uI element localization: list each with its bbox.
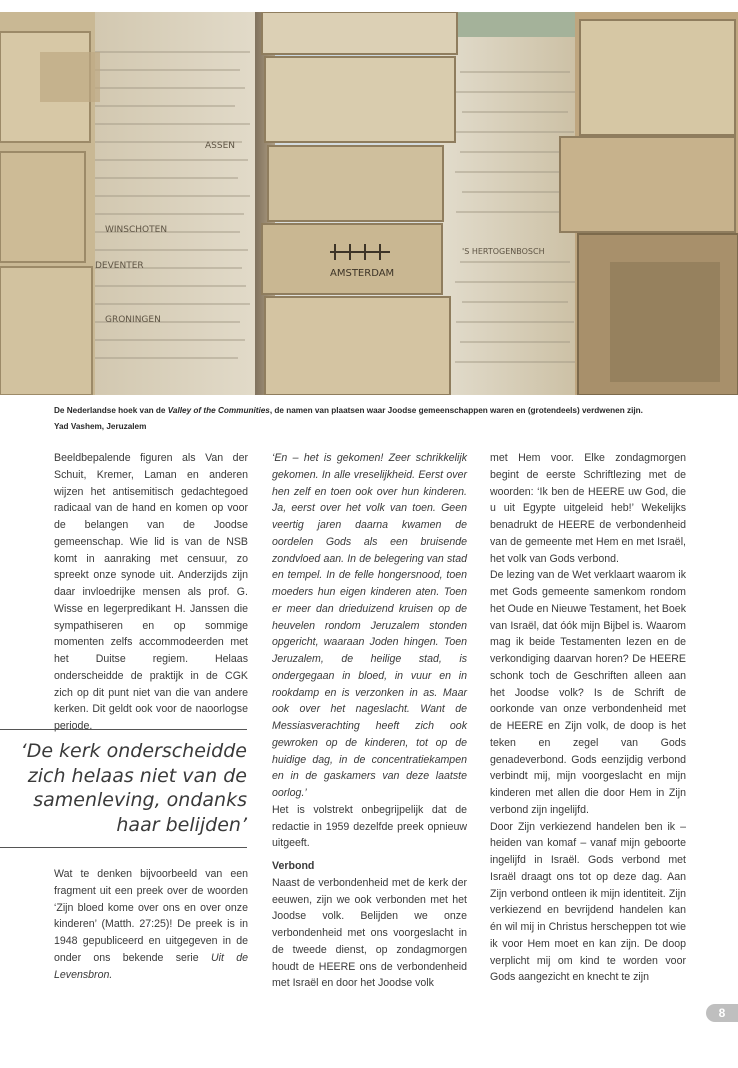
section-heading-verbond: Verbond (272, 860, 315, 872)
pull-quote: ‘De kerk onderscheidde zich helaas niet van de samenleving, ondanks haar belijden’ (20, 740, 247, 836)
inscription-assen: ASSEN (205, 141, 236, 151)
inscription-hertogenbosch: 'S HERTOGENBOSCH (462, 247, 545, 256)
sermon-quote: ‘En – het is gekomen! Zeer schrikkelijk gekomen. In alle vreselijkheid. Eerst over hen zelf en toen ook over hun kinderen. Ja, eerst over het volk van toen. Geen veertig jaren daarna kwamen de oordelen Gods als een bruisende zondvloed aan. In de belegering van stad en tempel. In de felle hongersnood, toen moeders hun eigen kinderen aten. Toen er meer dan drieduizend kruisen op de heuvelen rondom Jeruzalem stonden opgericht, waaraan Joden hingen. Toen Jeruzalem, de heilige stad, is ondergegaan in bloed, in vuur en in rookdamp en is verzonken in as. Maar ook over het nageslacht. Want de Messiasverachting heeft zich ook gewroken op de kinderen, tot op de huidige dag, in de concentratiekampen en in de gaskamers van deze laatste oorlog.’ (272, 452, 467, 799)
paragraph: Naast de verbondenheid met de kerk der eeuwen, zijn we ook verbonden met het Joodse volk. Belijden we onze verbondenheid met ons voorgeslacht in de tweede dienst, op zondagmorgen houdt de HEERE ons de verbondenheid met Israël en door het Joodse volk (272, 876, 467, 990)
inscription-winschoten: WINSCHOTEN (105, 225, 168, 235)
column-1 (54, 450, 248, 735)
paragraph: Wat te denken bijvoorbeeld van een fragment uit een preek over de woorden ‘Zijn bloed kome over ons en over onze kinderen’ (Matth. 27:25)! De preek is in 1948 gepubliceerd en uitgegeven in de onder ons bekende serie Uit de Levensbron. (54, 868, 248, 981)
inscription-amsterdam: AMSTERDAM (330, 268, 395, 279)
caption-line-2: Yad Vashem, Jeruzalem (54, 422, 147, 431)
header-photo (0, 12, 738, 395)
column-3 (490, 450, 686, 986)
paragraph: Beeldbepalende figuren als Van der Schuit, Kremer, Laman en anderen wijzen het antisemitisch gedachtegoed radicaal van de hand en komen op voor de belangen van de Joodse gemeenschap. Wie lid is van de NSB komt in aanraking met censuur, zo spreekt onze synode uit. Anderzijds zijn daar invloedrijke mensen als prof. G. Wisse en legerpredikant H. Janssen die sympathiseren en op sommige momenten zelfs accommodeerden met het Duitse regiem. Helaas onderscheidde de praktijk in de CGK zich op dit punt niet van die van andere kerken. Dit geldt ook voor de naoorlogse periode. (54, 452, 248, 732)
pull-quote-box (0, 729, 247, 848)
paragraph: Het is volstrekt onbegrijpelijk dat de redactie in 1959 dezelfde preek opnieuw uitgeeft. (272, 803, 467, 850)
page-number: 8 (706, 1004, 738, 1022)
valley-of-communities-photo (0, 12, 738, 395)
paragraph: Door Zijn verkiezend handelen ben ik – heiden van komaf – vanaf mijn geboorte ingelijfd in Israël. Gods verbond met Israël draagt ons tot op deze dag. Aan Zijn verbond ontleen ik mijn identiteit. Zijn verkiezend en bevrijdend handelen kan én wil mij in Christus herscheppen tot wie ik voor Hem moet en kan zijn. De doop verplicht mij om kind te worden voor Gods aangezicht en knecht te zijn (490, 820, 686, 984)
paragraph: De lezing van de Wet verklaart waarom ik met Gods gemeente samenkom rondom het Oude en Nieuwe Testament, het Boek van Israël, dat óók mijn Bijbel is. Waarom mag ik beide Testamenten lezen en de verkondiging daarvan horen? De HEERE schonk toch de Geschriften alleen aan het Joodse volk? Is de Schrift de oorkonde van onze verbondenheid met de HEERE en Zijn volk, de doop is het teken en zegel van Gods genadeverbond. Gods eenzijdig verbond verbindt mij, mijn voorgeslacht en mijn kinderen met allen die door Hem in Zijn verbond zijn ingelijfd. (490, 569, 686, 816)
inscription-groningen: GRONINGEN (105, 315, 161, 325)
paragraph: met Hem voor. Elke zondagmorgen begint de eerste Schriftlezing met de woorden: ‘Ik ben de HEERE uw God, die u uit Egypte uitgeleid heb!’ Wekelijks benadrukt de HEERE de verbondenheid van de gemeente met Hem en met Israël, het volk van Gods verbond. (490, 452, 686, 565)
column-1-continued (54, 866, 248, 983)
photo-caption (54, 403, 734, 435)
inscription-deventer: DEVENTER (95, 261, 144, 271)
column-2 (272, 450, 467, 992)
caption-line-1: De Nederlandse hoek van de Valley of the Communities, de namen van plaatsen waar Joodse gemeenschappen waren en (grotendeels) verdwenen zijn. (54, 406, 643, 415)
